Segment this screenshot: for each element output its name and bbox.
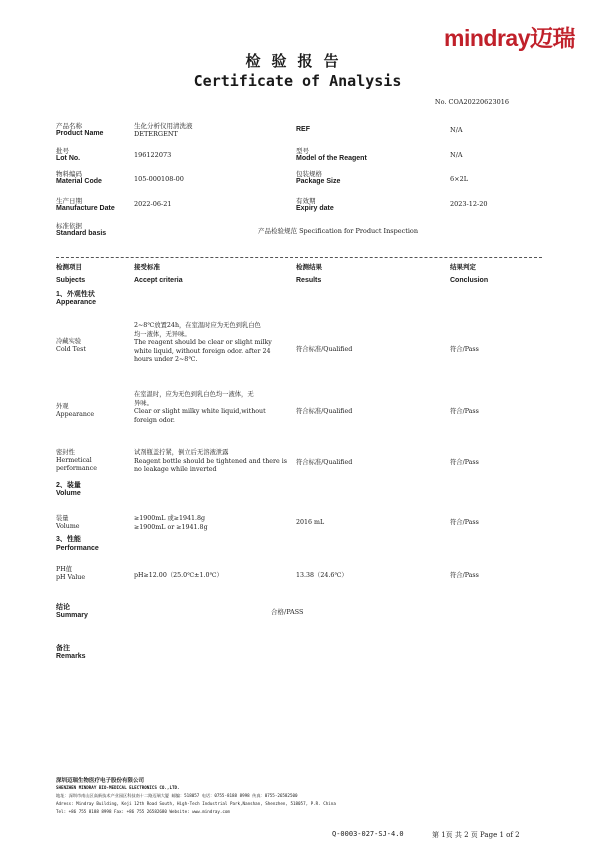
hermetical-subject-en2: performance — [56, 465, 97, 472]
criteria-line: 试剂瓶盖拧紧，倒立后无溶液泄露 — [134, 449, 229, 456]
hermetical-result: 符合标准/Qualified — [296, 459, 353, 466]
criteria-line: ≥1900mL or ≥1941.8g — [134, 523, 208, 531]
lot-no-label-en: Lot No. — [56, 155, 81, 162]
material-code-label-en: Material Code — [56, 178, 102, 185]
subjects-header-cn: 检测项目 — [56, 263, 82, 271]
manufacture-date-label-cn: 生产日期 — [56, 197, 82, 205]
lot-no-value: 196122073 — [134, 151, 172, 159]
footer-address-en: Adress: Mindray Building, Keji 12th Road South, High-Tech Industrial Park,Nanshan, Shenzhen, 518057, P.R. China — [56, 801, 336, 806]
header-divider — [56, 257, 542, 258]
summary-label-cn: 结论 — [56, 604, 70, 611]
title-english: Certificate of Analysis — [193, 72, 402, 90]
criteria-line: hours under 2~8℃. — [134, 356, 198, 364]
volume-criteria — [134, 515, 294, 532]
standard-basis-label-cn: 标准依据 — [56, 222, 82, 230]
form-number: Q-0003-027-SJ-4.0 — [332, 830, 404, 838]
page-number: 第 1页 共 2 页 Page 1 of 2 — [432, 831, 520, 839]
product-name-value-en: DETERGENT — [134, 130, 178, 138]
ref-label: REF — [296, 126, 310, 133]
criteria-line: 均一液体，无异味。 — [134, 330, 191, 338]
ref-value: N/A — [450, 126, 463, 134]
package-size-label-en: Package Size — [296, 178, 341, 185]
subjects-header-en: Subjects — [56, 277, 86, 284]
appearance-subject-en: Appearance — [56, 411, 95, 418]
material-code-value: 105-000108-00 — [134, 175, 184, 183]
summary-value: 合格/PASS — [271, 608, 304, 616]
summary-label-en: Summary — [56, 612, 88, 619]
model-label-cn: 型号 — [296, 147, 309, 155]
criteria-line: 异味。 — [134, 399, 153, 407]
ph-subject-cn: PH值 — [56, 566, 73, 573]
volume-subject-cn: 装量 — [56, 515, 69, 522]
section-performance-en: Performance — [56, 545, 99, 552]
criteria-line: 在室温时，应为无色到乳白色均一液体，无 — [134, 391, 254, 398]
standard-basis-value: 产品检验规范 Specification for Product Inspection — [258, 227, 419, 235]
criteria-line: ≥1900mL 或≥1941.8g — [134, 515, 206, 522]
footer-address-cn: 地址：深圳市南山区高新技术产业园区科技南十二路迈瑞大厦 邮编：518057 电话：0755-8188 8998 传真：0755-26582500 — [56, 793, 298, 798]
appearance-subject-cn: 外观 — [56, 403, 69, 410]
conclusion-header-en: Conclusion — [450, 277, 489, 284]
section-appearance-en: Appearance — [56, 299, 97, 306]
volume-conclusion: 符合/Pass — [450, 519, 479, 526]
criteria-line: The reagent should be clear or slight milky — [134, 339, 272, 347]
volume-subject-en: Volume — [56, 523, 80, 530]
expiry-date-value: 2023-12-20 — [450, 200, 488, 208]
hermetical-subject-cn: 密封性 — [56, 449, 75, 456]
criteria-line: white liquid, without foreign odor. after 24 — [134, 347, 271, 355]
package-size-value: 6×2L — [450, 175, 469, 183]
appearance-result: 符合标准/Qualified — [296, 408, 353, 415]
package-size-label-cn: 包装规格 — [296, 170, 322, 178]
product-name-label-cn: 产品名称 — [56, 122, 82, 130]
ph-result: 13.38（24.6℃） — [296, 572, 348, 579]
criteria-line: Clear or slight milky white liquid,without — [134, 408, 266, 416]
hermetical-conclusion: 符合/Pass — [450, 459, 479, 466]
expiry-date-label-cn: 有效期 — [296, 197, 316, 205]
lot-no-label-cn: 批号 — [56, 147, 69, 155]
manufacture-date-value: 2022-06-21 — [134, 200, 172, 208]
volume-result: 2016 mL — [296, 519, 325, 526]
footer-contact: Tel: +86 755 8188 8998 Fax: +86 755 26582680 Website: www.mindray.com — [56, 809, 230, 814]
remarks-label-en: Remarks — [56, 653, 86, 660]
model-label-en: Model of the Reagent — [296, 155, 367, 162]
section-performance-cn: 3、性能 — [56, 536, 81, 543]
section-appearance-cn: 1、外观性状 — [56, 291, 95, 298]
ph-criteria: pH≥12.00（25.0℃±1.0℃） — [134, 572, 223, 579]
product-name-value-cn: 生化分析仪用清洗液 — [134, 122, 193, 130]
results-header-cn: 检测结果 — [296, 263, 322, 271]
document-number: No. COA20220623016 — [434, 98, 509, 106]
criteria-line: no leakage while inverted — [134, 466, 217, 474]
standard-basis-label-en: Standard basis — [56, 230, 107, 237]
appearance-criteria — [134, 391, 294, 425]
appearance-conclusion: 符合/Pass — [450, 408, 479, 415]
cold-test-subject-en: Cold Test — [56, 346, 86, 353]
material-code-label-cn: 物料编码 — [56, 170, 82, 178]
product-name-label-en: Product Name — [56, 130, 104, 137]
criteria-header-cn: 接受标准 — [134, 263, 160, 271]
conclusion-header-cn: 结果判定 — [450, 263, 476, 271]
cold-test-result: 符合标准/Qualified — [296, 346, 353, 353]
criteria-line: foreign odor. — [134, 416, 175, 424]
model-value: N/A — [450, 151, 463, 159]
ph-subject-en: pH Value — [56, 574, 86, 581]
footer-company-en: SHENZHEN MINDRAY BIO-MEDICAL ELECTRONICS CO.,LTD. — [56, 785, 180, 790]
results-header-en: Results — [296, 277, 322, 284]
expiry-date-label-en: Expiry date — [296, 205, 334, 212]
manufacture-date-label-en: Manufacture Date — [56, 205, 115, 212]
section-volume-en: Volume — [56, 490, 81, 497]
cold-test-subject-cn: 冷藏实验 — [56, 338, 82, 345]
section-volume-cn: 2、装量 — [56, 482, 81, 489]
hermetical-criteria — [134, 449, 294, 475]
criteria-header-en: Accept criteria — [134, 277, 183, 284]
criteria-line: Reagent bottle should be tightened and there is — [134, 457, 287, 465]
cold-test-conclusion: 符合/Pass — [450, 346, 479, 353]
title-chinese: 检验报告 — [245, 52, 350, 70]
ph-conclusion: 符合/Pass — [450, 572, 479, 579]
remarks-label-cn: 备注 — [56, 645, 70, 652]
cold-test-criteria — [134, 322, 294, 365]
hermetical-subject-en1: Hermetical — [56, 457, 92, 464]
criteria-line: 2~8℃放置24h，在室温时应为无色到乳白色 — [134, 322, 261, 329]
footer-company-cn: 深圳迈瑞生物医疗电子股份有限公司 — [56, 778, 145, 784]
mindray-logo: mindray迈瑞 — [444, 25, 575, 51]
